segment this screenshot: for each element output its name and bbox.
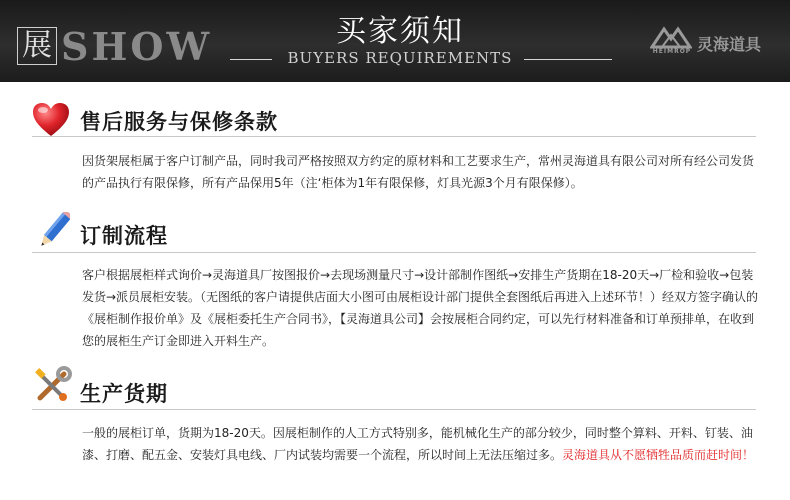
header-divider-left xyxy=(230,59,272,60)
section-body: 因货架展柜属于客户订制产品，同时我司严格按照双方约定的原材料和工艺要求生产，常州灵海道具有限公司对所有经公司发货的产品执行有限保修，所有产品保用5年（注‘柜体为1年有限保修，灯具光源3个月有限保修）。 xyxy=(82,154,755,190)
heart-icon xyxy=(32,102,70,138)
brand-char-box: 展 xyxy=(17,27,57,65)
company-name: 灵海道具 xyxy=(697,35,762,54)
quality-highlight: 灵海道具从不愿牺牲品质而赶时间！ xyxy=(562,448,755,462)
section-title: 生产货期 xyxy=(80,382,168,406)
header-banner xyxy=(0,0,790,82)
section-title: 订制流程 xyxy=(80,224,168,248)
section-divider xyxy=(32,252,756,253)
production-text: 一般的展柜订单，货期为18-20天。因展柜制作的人工方式特别多，能机械化生产的部分较少，同时整个算料、开料、钉装、油漆、打磨、配五金、安装灯具电线、厂内试装均需要一个流程，所以时间上无法压缩过多。 xyxy=(82,426,753,462)
section-title: 售后服务与保修条款 xyxy=(80,110,278,134)
page-title: 买家须知 xyxy=(336,14,464,49)
section-divider xyxy=(32,409,756,410)
page-subtitle: BUYERS REQUIREMENTS xyxy=(287,49,513,67)
pencil-icon xyxy=(36,212,70,252)
brand-show-text: SHOW xyxy=(61,24,213,69)
section-divider xyxy=(32,136,756,137)
section-body xyxy=(82,422,762,466)
logo-subtext: HEIMROP xyxy=(652,48,692,55)
tools-icon xyxy=(32,366,72,406)
header-divider-right xyxy=(524,59,612,60)
section-body: 客户根据展柜样式询价→灵海道具厂按图报价→去现场测量尺寸→设计部制作图纸→安排生产货期在18-20天→厂检和验收→包装发货→派员展柜安装。（无图纸的客户请提供店面大小图可由展柜设计部门提供全套图纸后再进入上述环节！）经双方签字确认的《展柜制作报价单》及《展柜委托生产合同书》，【灵海道具公司】会按展柜合同约定，可以先行材料准备和订单预排单，在收到您的展柜生产订金即进入开料生产。 xyxy=(82,268,759,348)
